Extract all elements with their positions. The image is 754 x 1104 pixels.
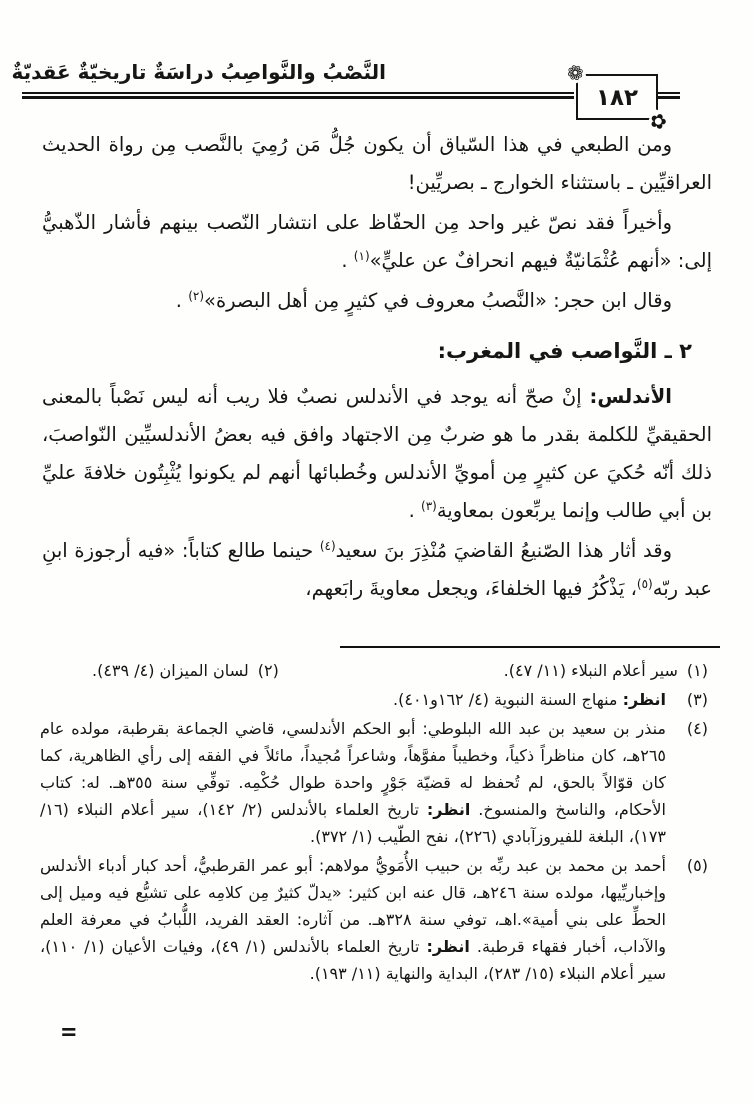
text-run: تاريخ العلماء بالأندلس (١/ ٤٩)، وفيات الأعيان (١/ ١١٠)، سير أعلام النبلاء (١٥/ ٢٨٣)، البداية والنهاية (١١/ ١٩٣). [40,937,666,983]
bold-text: انظر: [426,800,471,819]
flower-ornament-icon: ❁ [564,59,587,87]
footnote [504,657,708,684]
paragraph [42,204,712,280]
footnote [92,657,279,684]
text-run: وأخيراً فقد نصّ غير واحد مِن الحفّاظ على انتشار النّصب بينهم فأشار الذّهبيُّ إلى: «أنهم عُثْمَانيّةٌ فيهم انحرافٌ عن عليٍّ» [42,211,712,272]
footnote-ref: (٢) [188,289,205,303]
bold-text: الأندلس: [589,385,672,408]
text-run: منهاج السنة النبوية (٤/ ١٦٢و٤٠١). [393,690,623,709]
footnote [40,715,712,850]
text-run: وقال ابن حجر: «النَّصبُ معروف في كثيرٍ مِن أهل البصرة» [204,289,672,312]
text-run: ، يَذْكُرُ فيها الخلفاءَ، ويجعل معاويةَ رابَعهم، [305,577,637,600]
footnote-number: (٥) [686,856,708,875]
book-title: النَّصْبُ والنَّواصِبُ دراسَةٌ تاريخيّةٌ عَقديّةٌ [11,60,386,84]
text-run: إنْ صحّ أنه يوجد في الأندلس نصبٌ فلا ريب أنه ليس نَصْباً بالمعنى الحقيقيِّ للكلمة بقدر ما هو ضربٌ مِن الاجتهاد وافق فيه بعضُ الأندلسيِّين النّواصبَ، ذلك أنّه حُكيَ عن كثيرٍ مِن أمويِّ الأندلس وخُطبائها أنهم لم يكونوا يُثْبِتُون خلافةَ عليِّ بن أبي طالب وإنما يربِّعون بمعاوية [42,385,712,522]
footnote-number: (٢) [257,661,279,680]
paragraph [42,532,712,608]
text-run: حينما طالع كتاباً: «فيه أرجوزة ابنِ عبد ربّه [42,539,712,600]
footnote-row [40,657,708,684]
footnote-continuation-mark: = [60,1018,78,1046]
paragraph [42,378,712,530]
footnote [40,686,712,713]
footnote [40,852,712,987]
page-number-box [564,59,671,136]
header-rule-left [22,92,574,100]
text-run: ومن الطبعي في هذا السّياق أن يكون جُلُّ مَن رُمِيَ بالنَّصب مِن رواة الحديث العراقيِّين ـ باستثناء الخوارج ـ بصريِّين! [42,133,712,194]
page-number: ١٨٢ [595,85,639,111]
bold-text: انظر: [426,937,470,956]
header-rule-right [658,92,680,100]
footnote-ref: (١) [353,249,370,263]
footnote-number: (٤) [686,719,708,738]
text-run: . [408,499,422,522]
text-run: . [175,289,189,312]
text-run: أحمد بن محمد بن عبد ربِّه بن حبيب الأُمَويُّ مولاهم: أبو عمر القرطبيُّ، أحد كبار أدباء الأندلس وإخباريِّيها، مولده سنة ٢٤٦هـ، قال عنه ابن كثير: «يدلّ كثيرٌ مِن كلامِه على تشيُّع فيه وميل إلى الحطِّ على بني أمية».اهـ، توفي سنة ٣٢٨هـ. من آثاره: العقد الفريد، اللُّبابُ في معرفة العلم والآداب، أخبار فقهاء قرطبة. [40,856,667,956]
flower-ornament-icon: ✿ [646,106,671,136]
main-text [42,126,712,608]
footnote-ref: (٤) [319,539,336,553]
footnotes-section [40,646,712,989]
footnote-ref: (٥) [636,577,653,591]
footnote-separator [340,646,720,648]
footnote-number: (٣) [686,690,708,709]
bold-text: انظر: [622,690,666,709]
text-run: منذر بن سعيد بن عبد الله البلوطي: أبو الحكم الأندلسي، قاضي الجماعة بقرطبة، مولده عام ٢٦٥هـ، كان مناظراً ذكياً، وخطيباً مفوَّهاً، وشاعراً مُجيداً، مائلاً في الفقه إلى رأي الظاهرية، كما كان قوّالاً بالحق، لم تُحفظ له قضيّة جَوْرٍ واحدة طوال حُكْمِه. توفِّي سنة ٣٥٥هـ. له: كتاب الأحكام، والناسخ والمنسوخ. [40,719,667,819]
text-run: وقد أثار هذا الصّنيعُ القاضيَ مُنْذِرَ بنَ سعيد [335,539,673,562]
paragraph [42,126,712,202]
footnote-number: (١) [686,661,708,680]
text-run: ٢ ـ النَّواصب في المغرب: [437,339,692,363]
text-run: لسان الميزان (٤/ ٤٣٩). [92,661,249,680]
footnote-ref: (٣) [421,499,437,513]
text-run: . [341,249,354,272]
text-run: تاريخ العلماء بالأندلس (٢/ ١٤٢)، سير أعلام النبلاء (١٦/ ١٧٣)، البلغة للفيروزآبادي (٢٢٦)، نفح الطّيب (١/ ٣٧٢). [40,800,666,846]
section-heading [42,333,692,369]
paragraph [42,282,712,320]
text-run: سير أعلام النبلاء (١١/ ٤٧). [503,661,678,680]
